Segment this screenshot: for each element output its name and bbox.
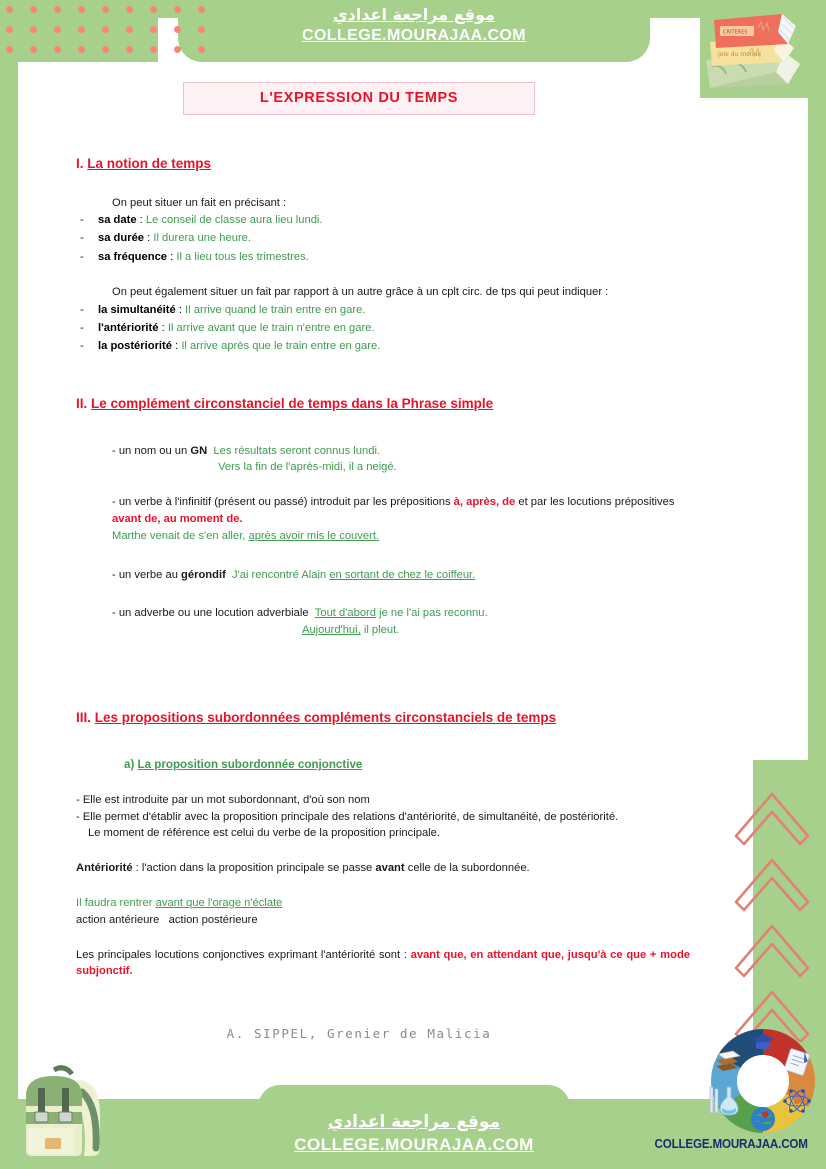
locutions-red: avant que, en attendant que, jusqu'à ce que + mode subjonctif. (76, 948, 690, 978)
section-2-bullet-1-example-2-line (218, 459, 690, 476)
section-1-heading (76, 155, 690, 173)
item-label: sa durée (98, 232, 145, 245)
education-subjects-wheel-icon (704, 1022, 822, 1140)
bullet-4-example-2-rest: il pleut. (363, 624, 400, 637)
green-footer-tab (258, 1085, 570, 1107)
list-item (76, 301, 690, 319)
item-example: Il durera une heure. (153, 232, 252, 245)
bullet-2-part-1: - un verbe à l'infinitif (présent ou passé) introduit par les prépositions (112, 496, 454, 509)
decorative-dot (6, 6, 13, 13)
item-sep: : (167, 250, 177, 263)
bullet-3-example-underlined: en sortant de chez le coiffeur. (329, 568, 476, 581)
decorative-dot (102, 6, 109, 13)
item-example: Le conseil de classe aura lieu lundi. (145, 214, 323, 227)
section-3-title: Les propositions subordonnées compléments circonstanciels de temps (94, 709, 557, 725)
section-1 (76, 155, 690, 355)
anteriorite-rest-1: : l'action dans la proposition principale se passe (132, 862, 376, 875)
anteriorite-rest-2: celle de la subordonnée. (404, 862, 530, 875)
svg-text:CRITERES: CRITERES (723, 29, 748, 36)
item-example: Il arrive avant que le train n'entre en gare. (167, 321, 375, 334)
section-2-number: II. (76, 395, 88, 411)
item-example: Il arrive après que le train entre en gare. (181, 339, 381, 352)
decorative-dot (78, 46, 85, 53)
bullet-1-example-1: Les résultats seront connus lundi. (213, 444, 381, 457)
example-label-2: action postérieure (168, 913, 258, 926)
decorative-dot (78, 6, 85, 13)
section-2-bullet-4-example-2-line (302, 622, 690, 639)
section-3-locutions (76, 947, 690, 981)
site-header-url[interactable]: COLLEGE.MOURAJAA.COM (302, 26, 526, 44)
page-title: L'EXPRESSION DU TEMPS (259, 90, 459, 106)
section-1-list (76, 211, 690, 265)
section-3-example-labels (76, 912, 690, 929)
book-stack-icon (688, 4, 808, 92)
corner-watermark-url: COLLEGE.MOURAJAA.COM (654, 1137, 808, 1151)
decorative-dot (198, 46, 205, 53)
section-2-bullet-3 (112, 567, 690, 584)
bullet-1-example-2: Vers la fin de l'après-midi, il a neigé. (218, 461, 397, 474)
bullet-3-lead: - un verbe au (112, 568, 182, 581)
attribution: A. SIPPEL, Grenier de Malicia (226, 1026, 492, 1042)
section-2-title: Le complément circonstanciel de temps dans la Phrase simple (91, 395, 494, 411)
section-1-title: La notion de temps (87, 156, 212, 171)
chevron-up-icons (730, 782, 822, 1042)
anteriorite-bold: avant (375, 862, 405, 875)
subheading-title: La proposition subordonnée conjonctive (137, 758, 363, 772)
item-label: l'antériorité (98, 321, 159, 334)
decorative-dot (126, 46, 133, 53)
bullet-1-lead: - un nom ou un (112, 444, 191, 457)
site-footer (258, 1112, 570, 1155)
site-footer-url[interactable]: COLLEGE.MOURAJAA.COM (294, 1134, 534, 1154)
decorative-dot (126, 6, 133, 13)
document-body (18, 62, 700, 1041)
item-sep: : (171, 339, 182, 352)
item-label: la postériorité (98, 339, 172, 352)
green-band-left (0, 0, 18, 1169)
decorative-dot (54, 26, 61, 33)
site-header (178, 6, 650, 46)
example-label-1: action antérieure (76, 913, 160, 926)
section-3-paragraph-2: - Elle permet d'établir avec la proposition principale des relations d'antériorité, de simultanéité, de postériorité. (76, 810, 619, 823)
section-3-number: III. (76, 709, 92, 725)
section-3-paragraph-1: - Elle est introduite par un mot subordonnant, d'où son nom (76, 793, 370, 806)
section-3-subheading (124, 756, 690, 773)
site-header-arabic: موقع مراجعة اعدادي (332, 5, 496, 24)
bullet-2-example-underlined: après avoir mis le couvert. (248, 529, 380, 542)
bullet-2-example-plain: Marthe venait de s'en aller, (112, 529, 246, 542)
list-item (76, 337, 690, 355)
decorative-dot (150, 46, 157, 53)
item-example: Il arrive quand le train entre en gare. (185, 303, 366, 316)
item-label: sa date (98, 214, 137, 227)
section-2-heading (76, 395, 690, 413)
section-2-bullet-2 (112, 494, 690, 528)
section-1-intro-2: On peut également situer un fait par rapport à un autre grâce à un cplt circ. de tps qui peut indiquer : (112, 285, 609, 298)
backpack-icon (14, 1062, 118, 1162)
bullet-4-example-1-underlined: Tout d'abord (314, 607, 376, 620)
item-sep: : (175, 303, 186, 316)
decorative-dot (30, 6, 37, 13)
item-sep: : (144, 232, 154, 245)
item-label: sa fréquence (98, 250, 168, 263)
section-2-bullet-2-example (112, 528, 690, 545)
bullet-2-red-1: à, après, de (453, 496, 516, 509)
list-item (76, 248, 690, 266)
document-title-box (183, 82, 535, 115)
section-3-paragraph-3: Le moment de référence est celui du verbe de la proposition principale. (88, 827, 440, 840)
bullet-1-bold: GN (190, 444, 208, 457)
bullet-4-example-2-underlined: Aujourd'hui, (302, 624, 361, 637)
decorative-dot (102, 46, 109, 53)
example-underlined: avant que l'orage n'éclate (155, 897, 283, 910)
bullet-2-part-2: et par les locutions prépositives (515, 496, 675, 509)
decorative-dot (174, 46, 181, 53)
item-sep: : (136, 214, 146, 227)
decorative-dot (6, 26, 13, 33)
section-2 (76, 395, 690, 639)
subheading-label: a) (124, 758, 135, 772)
section-1-list-2 (76, 301, 690, 355)
decorative-dot (54, 6, 61, 13)
item-label: la simultanéité (98, 303, 176, 316)
item-sep: : (158, 321, 168, 334)
decorative-dot (102, 26, 109, 33)
anteriorite-label: Antériorité (76, 862, 133, 875)
bullet-3-bold: gérondif (181, 568, 226, 581)
list-item (76, 319, 690, 337)
decorative-dot (78, 26, 85, 33)
bullet-4-example-1-rest: je ne l'ai pas reconnu. (379, 607, 488, 620)
decorative-dot (150, 26, 157, 33)
bullet-3-example-plain: J'ai rencontré Alain (232, 568, 327, 581)
site-footer-arabic: موقع مراجعة اعدادي (327, 1112, 501, 1133)
locutions-lead: Les principales locutions conjonctives exprimant l'antériorité sont : (76, 948, 411, 961)
bullet-2-red-2: avant de, au moment de. (112, 512, 243, 525)
section-3-example-line (76, 895, 690, 912)
list-item (76, 229, 690, 247)
decorative-dot (30, 26, 37, 33)
list-item (76, 211, 690, 229)
section-3 (76, 709, 690, 980)
section-3-anteriorite (76, 860, 690, 877)
decorative-dot (126, 26, 133, 33)
section-3-heading (76, 709, 690, 727)
section-1-intro: On peut situer un fait en précisant : (112, 196, 287, 209)
decorative-dot (6, 46, 13, 53)
section-2-bullet-1 (112, 443, 690, 460)
section-2-bullet-4 (112, 605, 690, 622)
decorative-dot (150, 6, 157, 13)
section-1-number: I. (76, 156, 84, 171)
bullet-4-lead: - un adverbe ou une locution adverbiale (112, 607, 309, 620)
item-example: Il a lieu tous les trimestres. (176, 250, 309, 263)
decorative-dot (30, 46, 37, 53)
decorative-dot (54, 46, 61, 53)
svg-text:Joie du monde: Joie du monde (718, 51, 762, 58)
example-plain: Il faudra rentrer (76, 897, 153, 910)
